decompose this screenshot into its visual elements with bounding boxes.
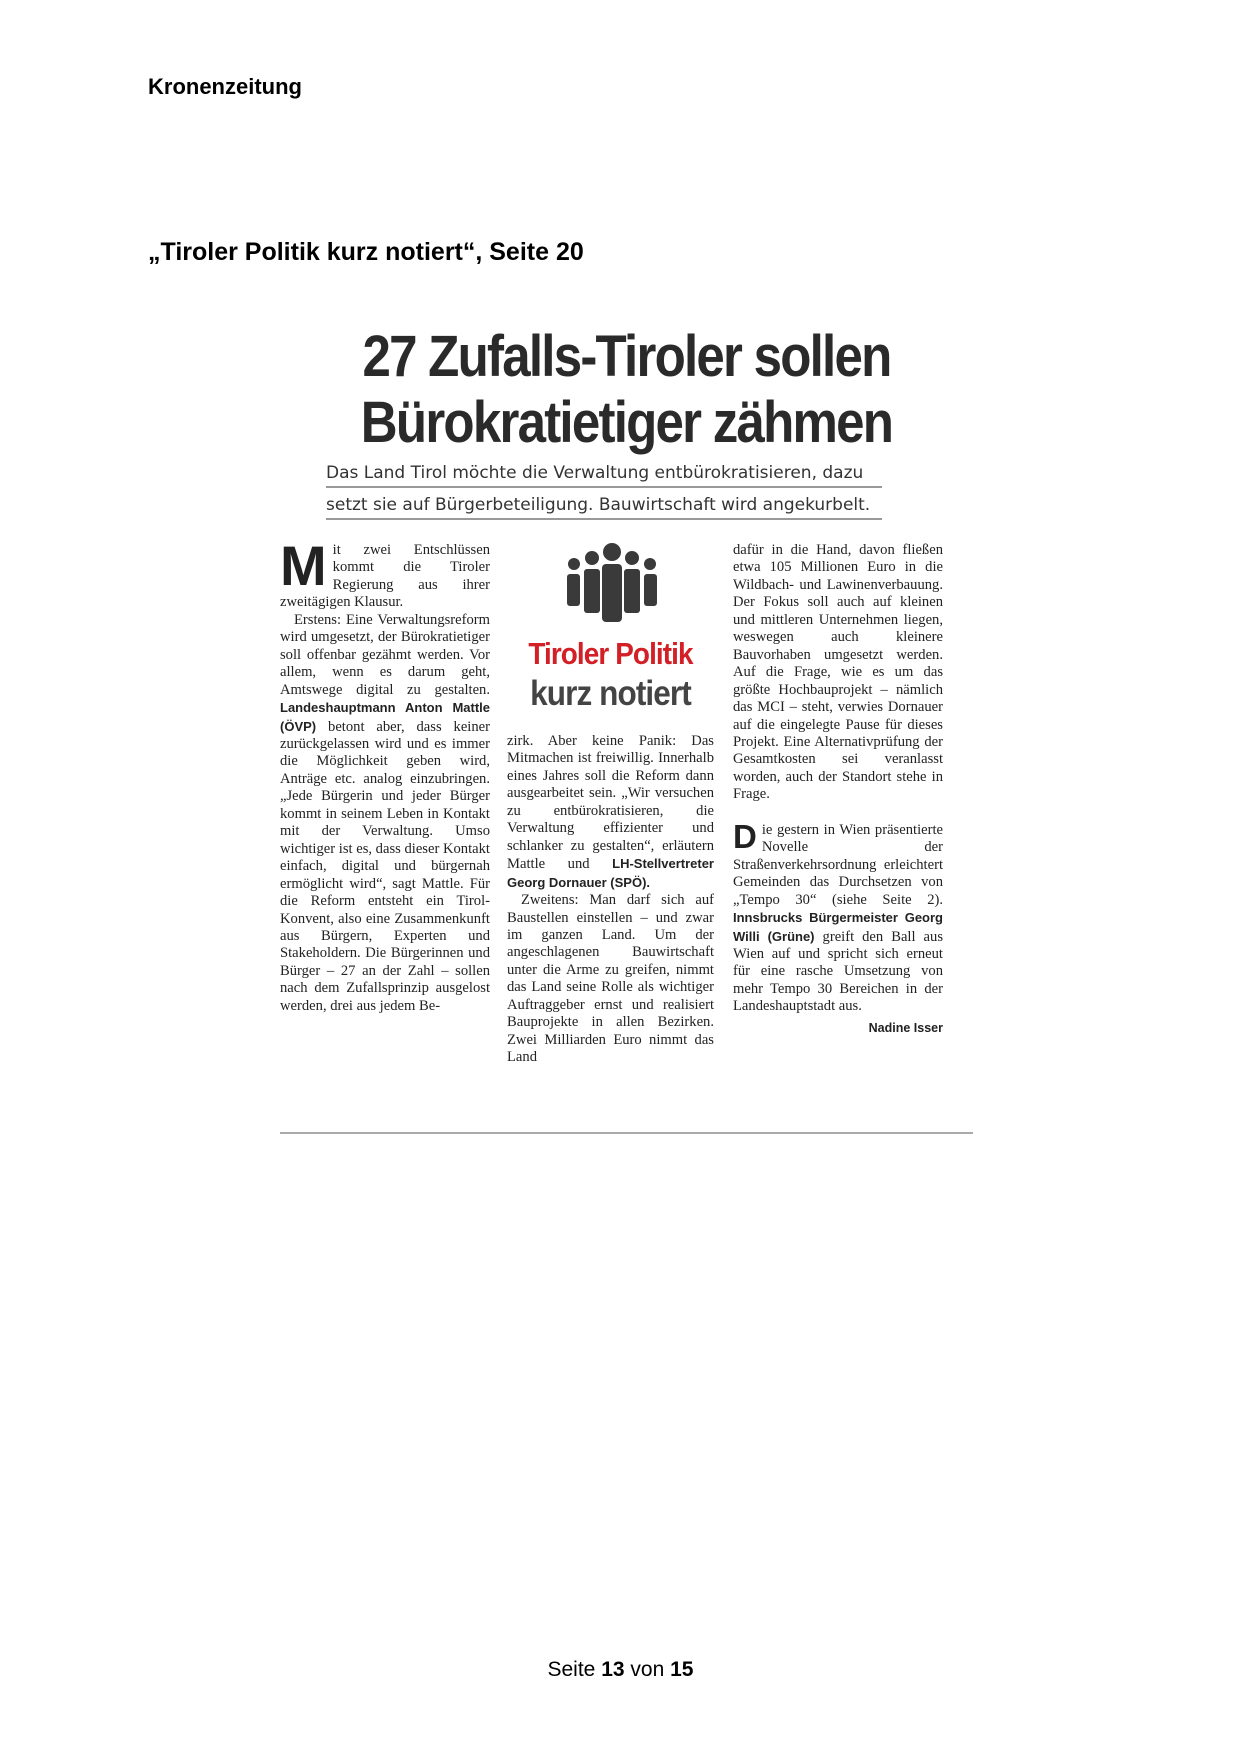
- publication-source: Kronenzeitung: [148, 74, 302, 99]
- paragraph-text: it zwei Entschlüssen kommt die Tiroler Regierung aus ihrer zweitägigen Klausur.: [280, 542, 490, 611]
- paragraph-text: Erstens: Eine Verwaltungsreform wird umgesetzt, der Bürokratietiger soll offenbar gezähmt werden. Vor allem, wenn es darum geht, Amtswege digital zu gestalten.: [280, 611, 490, 698]
- paragraph-text: betont aber, dass keiner zurückgelassen wird und es immer die Möglichkeit geben wird, Anträge etc. analog einzubringen. „Jede Bürgerin und jeder Bürger kommt in seinem Leben in Kontakt mit der Verwaltung. Umso wichtiger ist es, dass dieser Kontakt einfach, digital und bürgernah ermöglicht wird“, sagt Mattle. Für die Reform entsteht ein Tirol-Konvent, also eine Zusammenkunft aus Bürgern, Experten und Stakeholdern. Die Bürgerinnen und Bürger – 27 an der Zahl – sollen nach dem Zufallsprinzip ausgelost werden, drei aus jedem Be-: [280, 718, 490, 1014]
- article-column-3: [733, 542, 943, 1037]
- paragraph-text: greift den Ball aus Wien auf und spricht sich erneut für eine rasche Umsetzung von mehr Tempo 30 Bereichen in der Landeshauptstadt aus.: [733, 928, 943, 1015]
- subheadline-line-2: setzt sie auf Bürgerbeteiligung. Bauwirtschaft wird angekurbelt.: [326, 492, 882, 520]
- headline-line-2: Bürokratietiger zähmen: [360, 390, 893, 455]
- bold-name: Innsbrucks Bürgermeister Georg Willi (Grüne): [733, 910, 943, 944]
- article-reference: „Tiroler Politik kurz notiert“, Seite 20: [148, 238, 584, 266]
- paragraph: [733, 817, 943, 1016]
- article-column-1: [280, 534, 490, 1015]
- paragraph-text: ie gestern in Wien präsentierte Novelle der Straßenverkehrsordnung erleichtert Gemeinden das Durchsetzen von „Tempo 30“ (siehe Seite 2).: [733, 821, 943, 908]
- page-number: 13: [601, 1658, 625, 1681]
- paragraph-text: zirk. Aber keine Panik: Das Mitmachen ist freiwillig. Innerhalb eines Jahres soll die Reform dann ausgearbeitet sein. „Wir versuchen zu entbürokratisieren, die Verwaltung effizienter und schlanker zu gestalten“, erläutern Mattle und: [507, 733, 714, 873]
- headline-line-1: 27 Zufalls-Tiroler sollen: [362, 324, 891, 389]
- rubric-title-line-2: kurz notiert: [530, 674, 691, 713]
- page-label: Seite: [547, 1658, 596, 1681]
- author-byline: Nadine Isser: [868, 1020, 943, 1035]
- paragraph: [507, 733, 714, 892]
- drop-cap: D: [733, 817, 757, 855]
- paragraph: Zweitens: Man darf sich auf Baustellen einstellen – und zwar im ganzen Land. Um der angeschlagenen Bauwirtschaft unter die Arme zu greifen, nimmt das Land seine Rolle als wichtiger Auftraggeber ernst und realisiert Bauprojekte in allen Bezirken. Zwei Milliarden Euro nimmt das Land: [507, 892, 714, 1066]
- article-column-2: [507, 733, 714, 1067]
- paragraph: dafür in die Hand, davon fließen etwa 105 Millionen Euro in die Wildbach- und Lawinenverbauung. Der Fokus soll auch auf kleinen und mittleren Unternehmen liegen, weswegen auch kleinere Bauvorhaben umgesetzt werden. Auf die Frage, wie es um das größte Hochbauprojekt – nämlich das MCI – steht, verwies Dornauer auf die eingelegte Pause für dieses Projekt. Eine Alternativprüfung der Gesamtkosten sei veranlasst worden, auch der Standort stehe in Frage.: [733, 542, 943, 803]
- bold-name: LH-Stellvertreter Georg Dornauer (SPÖ).: [507, 856, 714, 890]
- page-separator: von: [630, 1658, 665, 1681]
- drop-cap: M: [280, 534, 327, 597]
- bottom-rule: [280, 1132, 973, 1134]
- paragraph: [280, 534, 490, 612]
- headline: [322, 324, 932, 456]
- page-total: 15: [670, 1658, 694, 1681]
- rubric-box: [507, 542, 714, 727]
- bold-name: Landeshauptmann Anton Mattle (ÖVP): [280, 700, 490, 734]
- people-group-icon: [557, 542, 667, 628]
- rubric-title-line-1: Tiroler Politik: [528, 636, 693, 671]
- paragraph: [280, 612, 490, 1015]
- subheadline-line-1: Das Land Tirol möchte die Verwaltung entbürokratisieren, dazu: [326, 460, 882, 488]
- page-footer: [0, 1658, 1241, 1682]
- newspaper-clipping: [280, 318, 973, 1134]
